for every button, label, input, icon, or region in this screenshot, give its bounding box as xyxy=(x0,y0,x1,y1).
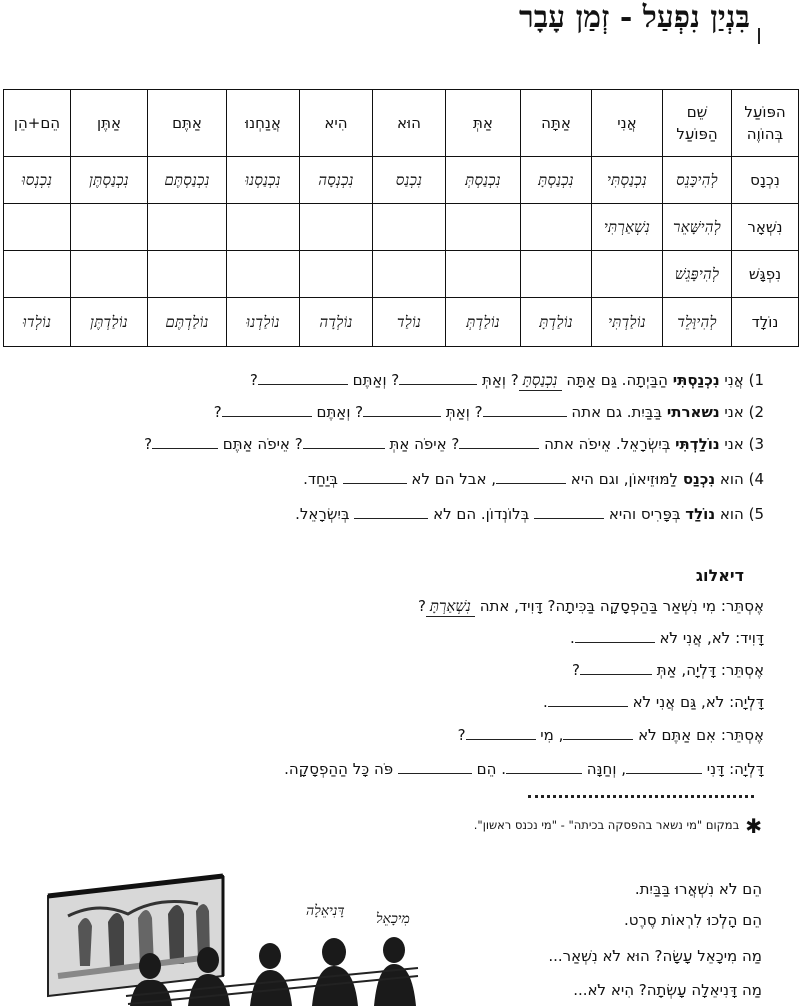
table-cell-empty[interactable] xyxy=(373,204,446,251)
exercise-text: בְּלוֹנְדוֹן. הם לא xyxy=(428,505,535,523)
cinema-illustration xyxy=(38,856,418,1006)
table-cell: נוֹלְדוּ xyxy=(4,298,71,347)
table-cell: נִפְגָּשׁ xyxy=(732,251,799,298)
table-cell-empty[interactable] xyxy=(300,204,373,251)
exercise-3 xyxy=(144,434,764,453)
table-cell-empty[interactable] xyxy=(4,204,71,251)
dialog-speaker: דָּלְיָה: xyxy=(729,693,764,711)
answer-blank[interactable] xyxy=(506,759,582,774)
header-infinitive: שֵׁם הַפּוֹעַל xyxy=(663,90,732,157)
dialog-text: . xyxy=(543,693,548,711)
dialog-text: לֹא, גַּם אֲנִי לֹא xyxy=(627,693,725,711)
answer-blank[interactable] xyxy=(483,402,567,417)
exercise-text: לַמּוּזֵיאוֹן, וגם היא xyxy=(566,470,683,488)
dialog-text: דָּלְיָה, אַתְּ xyxy=(652,661,717,679)
exercise-text: הַבַּיְתָה. גַּם אַתָּה xyxy=(561,371,673,389)
dialog-heading: דיאלוג xyxy=(695,566,744,585)
dialog-line xyxy=(572,660,764,679)
exercise-text: בְּיִשְׂרָאֵל. xyxy=(295,505,355,523)
story-line: מַה דָּנִיאֵלָה עָשְׂתָה? הִיא לֹא... xyxy=(573,981,762,999)
exercise-text: בְּיִשְׂרָאֵל. אֵיפֹה אתה xyxy=(539,435,676,453)
table-cell-empty[interactable] xyxy=(148,251,227,298)
header-hem-hen: הֵם+הֵן xyxy=(4,90,71,157)
dialog-text: ? xyxy=(417,597,426,615)
dialog-text: . הֵם xyxy=(471,760,506,778)
dialog-text: דָּנִי xyxy=(701,760,725,778)
exercise-verb: נוֹלַד xyxy=(685,505,716,523)
table-cell-empty[interactable] xyxy=(227,204,300,251)
answer-blank[interactable] xyxy=(152,434,218,449)
header-aten: אַתֶּן xyxy=(71,90,148,157)
answer-blank[interactable] xyxy=(398,759,472,774)
exercise-1 xyxy=(250,370,764,391)
header-atem: אַתֶּם xyxy=(148,90,227,157)
table-cell: נִכְנַס xyxy=(373,157,446,204)
header-anachnu: אֲנַחְנוּ xyxy=(227,90,300,157)
dialog-speaker: אֶסְתֵּר: xyxy=(720,661,764,679)
exercise-text: ? וְאַתְּ xyxy=(477,371,519,389)
table-cell-empty[interactable] xyxy=(71,251,148,298)
dialog-text: פֹּה כָּל הַהַפְסָקָה. xyxy=(284,760,398,778)
table-cell-empty[interactable] xyxy=(300,251,373,298)
table-cell: נוֹלַדְנוּ xyxy=(227,298,300,347)
exercise-number: 2) xyxy=(748,403,764,421)
exercise-number: 5) xyxy=(748,505,764,523)
exercise-verb: נִכְנַסְתִּי xyxy=(672,371,720,389)
dotted-divider xyxy=(528,795,754,798)
table-cell-empty[interactable] xyxy=(148,204,227,251)
table-cell-empty[interactable] xyxy=(373,251,446,298)
exercise-text: ? וְאַתֶּם xyxy=(347,371,400,389)
dialog-line xyxy=(543,692,764,711)
exercise-verb: נִכְנַס xyxy=(682,470,716,488)
handwritten-answer: נִכְנַסְתָּ xyxy=(519,371,562,391)
table-row xyxy=(4,204,799,251)
table-cell: נִכְנַסְתֶּם xyxy=(148,157,227,204)
exercise-text: אני xyxy=(719,435,744,453)
exercise-2 xyxy=(214,402,764,421)
answer-blank[interactable] xyxy=(303,434,385,449)
exercise-verb: נוֹלַדְתִּי xyxy=(675,435,720,453)
table-cell-empty[interactable] xyxy=(71,204,148,251)
answer-blank[interactable] xyxy=(466,725,536,740)
page-title: בִּנְיַן נִפְעַל - זְמַן עָבָר xyxy=(518,0,750,35)
conjugation-table xyxy=(3,89,799,347)
handwritten-answer: נִשְׁאַרְתָּ xyxy=(426,597,475,617)
answer-blank[interactable] xyxy=(343,469,407,484)
answer-blank[interactable] xyxy=(399,370,477,385)
exercise-number: 3) xyxy=(748,435,764,453)
dialog-line xyxy=(284,759,764,778)
exercise-text: ? אֵיפֹה אַתֶּם xyxy=(218,435,303,453)
table-cell-empty[interactable] xyxy=(521,204,592,251)
dialog-line xyxy=(570,628,764,647)
answer-blank[interactable] xyxy=(626,759,702,774)
movie-screen-image xyxy=(48,876,223,996)
dialog-text: ? xyxy=(572,661,581,679)
exercise-number: 1) xyxy=(748,371,764,389)
table-cell: נִכְנָס xyxy=(732,157,799,204)
table-cell-empty[interactable] xyxy=(4,251,71,298)
exercise-text: בַּבַּיִת. גם אתה xyxy=(566,403,667,421)
exercise-number: 4) xyxy=(748,470,764,488)
table-cell: נוֹלָד xyxy=(732,298,799,347)
dialog-text: . xyxy=(569,629,575,647)
table-cell: נוֹלַדְתֶּם xyxy=(148,298,227,347)
footnote xyxy=(474,814,762,838)
answer-blank[interactable] xyxy=(496,469,566,484)
exercise-text: בְּפָּרִיס והיא xyxy=(604,505,686,523)
answer-blank[interactable] xyxy=(459,434,539,449)
table-cell: נִכְנְסָה xyxy=(300,157,373,204)
exercise-text: ? וְאַתְּ xyxy=(441,403,483,421)
dialog-text: לֹא, אֲנִי לֹא xyxy=(654,629,731,647)
header-ani: אֲנִי xyxy=(592,90,663,157)
exercise-text: אני xyxy=(719,403,744,421)
exercise-text: ? xyxy=(249,371,258,389)
answer-blank[interactable] xyxy=(563,725,633,740)
table-cell: נוֹלְדָה xyxy=(300,298,373,347)
table-cell: נוֹלַדְתֶּן xyxy=(71,298,148,347)
story-line: הֵם הָלְכוּ לִרְאוֹת סֶרֶט. xyxy=(623,911,762,929)
table-cell: נִכְנְסוּ xyxy=(4,157,71,204)
table-cell-empty[interactable] xyxy=(227,251,300,298)
exercise-verb: נשארתי xyxy=(666,403,720,421)
exercise-text: , אבל הם לא xyxy=(406,470,497,488)
answer-blank[interactable] xyxy=(534,504,604,519)
table-row xyxy=(4,298,799,347)
exercise-text: הוא xyxy=(715,470,744,488)
answer-blank[interactable] xyxy=(258,370,348,385)
table-cell-empty[interactable] xyxy=(521,251,592,298)
table-cell: נוֹלַדְתָּ xyxy=(521,298,592,347)
table-cell: לְהִיכָּנֵס xyxy=(663,157,732,204)
table-cell: נוֹלַדְתִּי xyxy=(592,298,663,347)
dialog-text: , מִי xyxy=(535,726,564,744)
answer-blank[interactable] xyxy=(354,504,428,519)
table-cell-empty[interactable] xyxy=(592,251,663,298)
exercise-4 xyxy=(303,469,764,488)
table-cell-empty[interactable] xyxy=(446,204,521,251)
table-cell: נוֹלַד xyxy=(373,298,446,347)
dialog-text: מִי נִשְׁאַר בַּהַפְסָקָה בַּכִּיתָה? דָּוִיד, אתה xyxy=(474,597,717,615)
exercise-text: ? xyxy=(213,403,222,421)
answer-blank[interactable] xyxy=(548,692,628,707)
exercise-text: ? וְאַתֶּם xyxy=(311,403,364,421)
exercise-text: בְּיַחַד. xyxy=(303,470,343,488)
dialog-speaker: דָּלְיָה: xyxy=(729,760,764,778)
table-row xyxy=(4,157,799,204)
header-at: אַתְּ xyxy=(446,90,521,157)
label-michael: מִיכָאֵל xyxy=(376,911,410,927)
story-line: הֵם לֹא נִשְׁאֲרוּ בַּבַּיִת. xyxy=(634,880,762,898)
dialog-speaker: דָּוִיד: xyxy=(735,629,764,647)
header-hu: הוּא xyxy=(373,90,446,157)
page-corner-mark xyxy=(758,28,768,44)
table-cell: נִכְנַסְתָּ xyxy=(521,157,592,204)
table-cell-empty[interactable] xyxy=(446,251,521,298)
dialog-speaker: אֶסְתֵּר: xyxy=(720,597,764,615)
table-cell: נִשְׁאַרְתִּי xyxy=(592,204,663,251)
table-cell: לְהִיוָּלֵד xyxy=(663,298,732,347)
dialog-text: אִם אַתֶּם לֹא xyxy=(633,726,717,744)
table-cell: נוֹלַדְתְּ xyxy=(446,298,521,347)
answer-blank[interactable] xyxy=(222,402,312,417)
answer-blank[interactable] xyxy=(363,402,441,417)
footnote-text: במקום "מי נשאר בהפסקה בכיתה" - "מי נכנס ראשון". xyxy=(473,818,740,832)
dialog-line xyxy=(418,597,764,617)
header-present: הפּוֹעַל בְּהוֹוֶה xyxy=(732,90,799,157)
header-ata: אַתָּה xyxy=(521,90,592,157)
story-line: מַה מִיכָאֵל עָשָׂה? הוּא לֹא נִשְׁאַר... xyxy=(548,947,762,965)
exercise-text: ? xyxy=(144,435,153,453)
answer-blank[interactable] xyxy=(575,628,655,643)
table-cell: נִכְנַסְתִּי xyxy=(592,157,663,204)
table-cell: נִכְנַסְתֶּן xyxy=(71,157,148,204)
exercise-5 xyxy=(295,504,764,523)
exercise-text: אֲנִי xyxy=(719,371,744,389)
dialog-speaker: אֶסְתֵּר: xyxy=(720,726,764,744)
label-daniela: דָּנִיאֵלָה xyxy=(306,903,345,919)
table-cell: לְהִיפָּגֵשׁ xyxy=(663,251,732,298)
dialog-line xyxy=(458,725,764,744)
header-hi: הִיא xyxy=(300,90,373,157)
table-row xyxy=(4,251,799,298)
answer-blank[interactable] xyxy=(580,660,652,675)
exercise-text: הוא xyxy=(715,505,744,523)
table-cell: נִכְנַסְנוּ xyxy=(227,157,300,204)
asterisk-icon: ✱ xyxy=(745,814,762,838)
dialog-text: ? xyxy=(457,726,466,744)
dialog-text: , וְחַנָּה xyxy=(581,760,626,778)
exercise-text: ? אֵיפֹה אַתְּ xyxy=(384,435,460,453)
table-cell: נִשְׁאָר xyxy=(732,204,799,251)
table-cell: נִכְנַסְתְּ xyxy=(446,157,521,204)
table-cell: לְהִישָּׁאֵר xyxy=(663,204,732,251)
